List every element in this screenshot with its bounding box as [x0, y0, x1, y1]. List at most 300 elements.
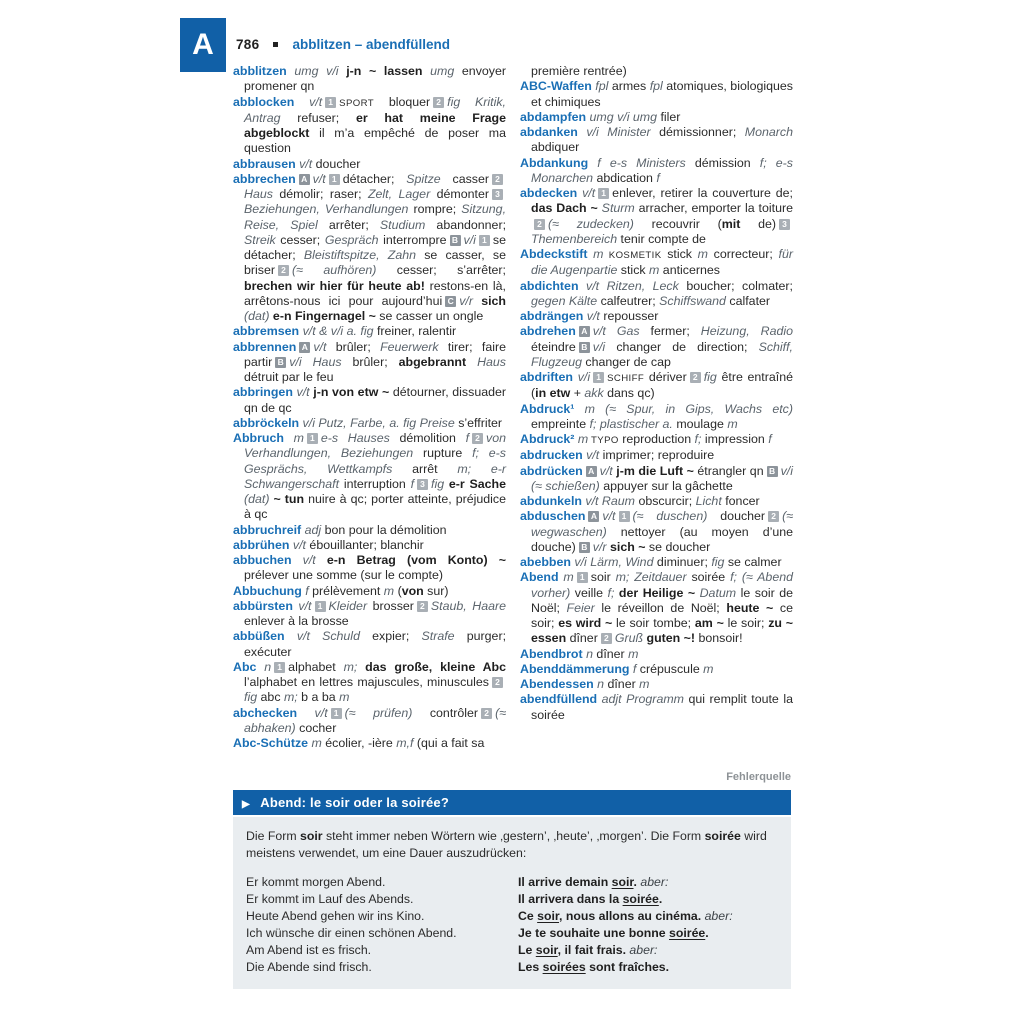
text-segment: von: [401, 583, 424, 598]
example-french: [518, 891, 778, 908]
text-segment: l’alphabet en lettres majuscules, minuscules: [244, 675, 489, 689]
text-segment: Je te souhaite une bonne: [518, 926, 670, 940]
dictionary-entry: [520, 662, 793, 677]
text-segment: v/t: [602, 509, 616, 524]
text-segment: m;: [283, 690, 298, 705]
dictionary-entry: [233, 538, 506, 553]
text-segment: Abdruck²: [520, 432, 575, 446]
dictionary-entry: [233, 340, 506, 386]
running-head: [236, 37, 450, 52]
text-segment: aber:: [640, 875, 669, 889]
sense-number-badge: 1: [329, 174, 340, 185]
text-segment: repousser: [603, 309, 659, 323]
text-segment: steht immer neben Wörtern wie ‚gestern’, ‚heute’, ‚morgen’. Die Form: [322, 829, 705, 843]
text-segment: interrompre: [378, 232, 447, 247]
text-segment: abbürsten: [233, 598, 293, 613]
text-segment: atomiques, biologiques et chimiques: [531, 79, 794, 109]
text-segment: freiner, ralentir: [376, 324, 457, 339]
text-segment: alphabet: [288, 659, 344, 674]
sense-number-badge: 2: [433, 97, 444, 108]
text-segment: (≈ abhaken): [244, 705, 506, 735]
text-segment: f;: [694, 432, 702, 446]
text-segment: Haus: [244, 187, 280, 201]
text-segment: abandonner;: [425, 217, 507, 232]
text-segment: (≈ duschen): [632, 509, 721, 524]
sense-number-badge: 2: [492, 677, 503, 688]
text-segment: se doucher: [645, 539, 711, 554]
text-segment: sur): [423, 583, 449, 598]
text-segment: obscurcir;: [638, 494, 696, 508]
text-segment: abdrücken: [520, 463, 583, 478]
entries-columns: [233, 64, 793, 751]
example-row: [246, 891, 778, 908]
text-segment: fig: [703, 370, 722, 384]
text-segment: abdrucken: [520, 448, 583, 463]
dictionary-entry: [233, 385, 506, 416]
text-segment: aber:: [704, 909, 733, 923]
text-segment: soirée: [691, 570, 731, 585]
text-segment: f: [301, 583, 313, 598]
letter-tab: A: [180, 18, 226, 72]
text-segment: détacher;: [342, 171, 407, 186]
text-segment: abendfüllend: [520, 692, 598, 707]
text-segment: Abdruck¹: [520, 401, 575, 416]
text-segment: m; e-r Schwangerschaft: [244, 461, 506, 491]
text-segment: n: [582, 646, 597, 661]
text-segment: f e-s Ministers: [588, 155, 695, 170]
sense-letter-badge: A: [586, 466, 597, 477]
text-segment: m: [697, 247, 708, 261]
text-segment: v/i: [592, 339, 617, 354]
text-segment: j-n ~ lassen: [346, 64, 423, 78]
text-segment: adjt Programm: [597, 692, 689, 707]
text-segment: m: [283, 431, 304, 445]
text-segment: Bleistiftspitze, Zahn: [303, 248, 417, 262]
dictionary-entry: [520, 402, 793, 433]
text-segment: Monarch: [744, 125, 794, 139]
text-segment: umg v/i umg: [586, 109, 661, 124]
text-segment: abbrechen: [233, 171, 296, 186]
dictionary-entry: [520, 464, 793, 495]
dictionary-entry: [233, 584, 506, 599]
text-segment: SCHIFF: [607, 373, 645, 384]
text-segment: expier;: [372, 629, 422, 644]
text-segment: abblocken: [233, 94, 295, 109]
text-segment: empreinte: [531, 416, 590, 431]
text-segment: Schiff, Flugzeug: [531, 339, 793, 369]
text-segment: Zelt, Lager: [367, 187, 431, 201]
dictionary-entry: [520, 448, 793, 463]
text-segment: m: [703, 661, 714, 676]
text-segment: envoyer promener qn: [244, 64, 506, 94]
text-segment: Abc-Schütze: [233, 736, 309, 750]
text-segment: abdampfen: [520, 109, 587, 124]
text-segment: abbrennen: [233, 339, 297, 354]
text-segment: e-n Fingernagel ~: [272, 309, 376, 323]
sense-number-badge: 3: [492, 189, 503, 200]
text-segment: bon pour la démolition: [324, 522, 447, 537]
text-segment: contrôler: [429, 705, 479, 720]
text-segment: prélèvement: [312, 583, 384, 598]
text-segment: Licht: [695, 494, 722, 508]
text-segment: arracher, emporter la toiture: [638, 201, 793, 216]
usage-note-title-bar: [233, 790, 791, 815]
text-segment: soir: [535, 943, 558, 957]
text-segment: v/t & v/i a. fig: [299, 324, 377, 339]
text-segment: Abbruch: [233, 431, 284, 445]
text-segment: restons-en là, arrêtons-nous ici pour aujourd’hui: [244, 278, 506, 308]
text-segment: j-n von etw ~: [313, 385, 390, 400]
text-segment: n: [256, 659, 272, 674]
sense-letter-badge: C: [445, 296, 456, 307]
text-segment: Sturm: [597, 201, 639, 216]
text-segment: (≈ aufhören): [291, 263, 397, 278]
text-segment: Il arrive demain: [518, 875, 612, 889]
text-segment: Studium: [379, 217, 426, 232]
text-segment: calfeutrer;: [600, 293, 660, 308]
sense-letter-badge: B: [275, 357, 286, 368]
dictionary-entry: [520, 647, 793, 662]
text-segment: e-s Hauses: [320, 431, 400, 445]
text-segment: zu ~ essen: [531, 616, 794, 646]
text-segment: f; e-s Monarchen: [531, 155, 793, 185]
usage-note-body: [233, 817, 791, 989]
text-segment: abdunkeln: [520, 494, 582, 508]
text-segment: , il fait frais.: [557, 943, 630, 957]
sense-letter-badge: B: [450, 235, 461, 246]
text-segment: f; (≈ Abend vorher): [531, 570, 793, 600]
text-segment: se casser, se briser: [244, 248, 506, 278]
text-segment: fermer;: [650, 324, 701, 339]
text-segment: v/t Ritzen, Leck: [578, 278, 687, 293]
text-segment: purger; exécuter: [244, 629, 507, 659]
text-segment: prélever une somme (sur le compte): [244, 568, 444, 583]
text-segment: Abendessen: [520, 677, 594, 691]
text-segment: écolier, -ière: [325, 736, 397, 750]
sense-letter-badge: A: [299, 174, 310, 185]
sense-number-badge: 1: [479, 235, 490, 246]
text-segment: guten ~!: [646, 631, 696, 646]
example-french: [518, 925, 778, 942]
text-segment: v/i Putz, Farbe, a. fig Preise: [299, 415, 459, 430]
text-segment: m: [628, 646, 639, 661]
sense-number-badge: 1: [274, 662, 285, 673]
dictionary-entry: [520, 125, 793, 156]
text-segment: Themenbereich: [531, 231, 621, 246]
sense-letter-badge: B: [579, 342, 590, 353]
text-segment: abdriften: [520, 370, 574, 384]
usage-note-box: [233, 790, 791, 989]
text-segment: être entraîné (: [531, 370, 793, 401]
dictionary-entry: [233, 736, 506, 751]
text-segment: v/t: [289, 537, 310, 552]
text-segment: recouvrir (: [651, 216, 722, 231]
dictionary-entry: [233, 599, 506, 630]
text-segment: Staub, Haare: [430, 598, 507, 613]
text-segment: abdrehen: [520, 324, 576, 339]
text-segment: abbröckeln: [233, 415, 300, 430]
sense-number-badge: 2: [534, 219, 545, 230]
sense-number-badge: 1: [307, 433, 318, 444]
text-segment: soir: [611, 875, 634, 889]
text-segment: (≈ zudecken): [548, 216, 652, 231]
text-segment: enlever à la brosse: [244, 614, 349, 628]
text-segment: bonsoir!: [695, 631, 743, 646]
text-segment: brûler;: [352, 354, 399, 369]
text-segment: abebben: [520, 555, 571, 569]
text-segment: démonter: [430, 187, 489, 201]
text-segment: changer de direction;: [616, 339, 759, 354]
text-segment: le soir de Noël;: [531, 585, 794, 615]
text-segment: doucher: [720, 509, 766, 524]
text-segment: soir: [537, 909, 560, 923]
text-segment: v/t: [294, 94, 323, 109]
text-segment: v/i: [463, 232, 476, 247]
text-segment: Abend: [520, 570, 559, 585]
text-segment: +: [570, 386, 585, 401]
bullet-icon: [273, 42, 278, 47]
dictionary-entry: [233, 172, 506, 325]
text-segment: v/t: [297, 705, 328, 720]
text-segment: Spitze: [406, 171, 441, 186]
text-segment: aber:: [629, 943, 658, 957]
text-segment: wird meistens verwendet, um eine Dauer auszudrücken:: [246, 829, 767, 860]
text-segment: abdication: [596, 170, 657, 185]
text-segment: dîner: [607, 677, 640, 691]
text-segment: mit: [721, 216, 741, 231]
text-segment: j-m die Luft ~: [616, 463, 694, 478]
text-segment: Feuerwerk: [380, 339, 439, 354]
text-segment: arrêt: [412, 461, 458, 476]
text-segment: abchecken: [233, 705, 298, 720]
text-segment: gegen Kälte: [531, 293, 601, 308]
dictionary-entry: [233, 95, 506, 157]
text-segment: v/t Raum: [581, 494, 639, 508]
text-segment: ~ tun: [273, 492, 305, 506]
sense-number-badge: 1: [315, 601, 326, 612]
text-segment: crépuscule: [639, 661, 704, 676]
example-row: [246, 942, 778, 959]
text-segment: m: [639, 677, 650, 691]
text-segment: das Dach ~: [531, 201, 598, 216]
text-segment: (≈ wegwaschen): [531, 509, 793, 539]
text-segment: casser: [440, 171, 489, 186]
text-segment: Abendbrot: [520, 646, 583, 661]
dictionary-entry: [520, 64, 793, 79]
text-segment: Strafe: [421, 629, 455, 644]
text-segment: v/t Gas: [592, 324, 651, 339]
dictionary-entry: [233, 660, 506, 706]
text-segment: abc: [260, 690, 284, 705]
text-segment: rupture: [423, 446, 473, 461]
text-segment: Streik: [244, 232, 276, 247]
text-segment: boucher; colmater;: [686, 278, 793, 293]
dictionary-entry: [520, 110, 793, 125]
text-segment: m: [587, 247, 604, 261]
example-german: Er kommt im Lauf des Abends.: [246, 892, 414, 906]
text-segment: , nous allons au cinéma.: [559, 909, 705, 923]
text-segment: cesser;: [275, 232, 325, 247]
text-segment: Gruß: [614, 631, 647, 646]
text-segment: sich ~: [610, 539, 646, 554]
text-segment: v/t: [582, 448, 603, 463]
text-segment: er hat meine Frage abgeblockt: [244, 110, 506, 140]
dictionary-entry: [233, 706, 506, 737]
text-segment: f: [410, 476, 415, 491]
dictionary-entry: [520, 692, 793, 723]
sense-number-badge: 2: [417, 601, 428, 612]
text-segment: v/r: [592, 539, 610, 554]
right-column: [520, 64, 793, 751]
text-segment: moulage: [676, 416, 728, 431]
dictionary-entry: [520, 79, 793, 110]
text-segment: dîner: [566, 631, 598, 646]
dictionary-entry: [233, 523, 506, 538]
text-segment: cesser; s’arrêter;: [396, 263, 506, 278]
text-segment: f; plastischer a.: [589, 416, 677, 431]
text-segment: stick: [661, 247, 698, 261]
text-segment: akk: [584, 386, 604, 401]
text-segment: Sitzung, Reise, Spiel: [244, 202, 507, 232]
text-segment: éteindre: [531, 339, 576, 354]
text-segment: v/t: [599, 463, 617, 478]
text-segment: Kleider: [328, 598, 373, 613]
text-segment: abdanken: [520, 125, 578, 139]
text-segment: v/t: [313, 339, 336, 354]
sense-number-badge: 2: [472, 433, 483, 444]
text-segment: b a ba: [297, 690, 340, 705]
text-segment: le soir;: [723, 616, 769, 630]
text-segment: das große, kleine Abc: [357, 659, 507, 674]
text-segment: se casser un ongle: [375, 309, 484, 323]
text-segment: sont fraîches.: [585, 960, 670, 974]
text-segment: diminuer;: [656, 555, 712, 569]
text-segment: Le: [518, 943, 536, 957]
text-segment: fig: [244, 690, 261, 705]
text-segment: Abdankung: [520, 155, 589, 170]
text-segment: abduschen: [520, 509, 586, 524]
text-segment: abbringen: [233, 385, 293, 400]
sense-number-badge: 1: [619, 511, 630, 522]
text-segment: il m’a empêché de poser ma question: [244, 126, 506, 156]
dictionary-entry: [520, 156, 793, 187]
source-label: Fehlerquelle: [726, 771, 791, 783]
text-segment: fpl: [591, 79, 612, 94]
text-segment: démolir; raser;: [279, 187, 368, 201]
text-segment: soirée: [704, 829, 741, 843]
example-german: Die Abende sind frisch.: [246, 960, 372, 974]
sense-number-badge: 2: [481, 708, 492, 719]
text-segment: Abenddämmerung: [520, 661, 630, 676]
text-segment: veille: [574, 585, 608, 600]
dictionary-entry: [520, 570, 793, 646]
text-segment: umg v/i: [286, 64, 347, 78]
text-segment: m (≈ Spur, in Gips, Wachs etc): [574, 401, 793, 416]
text-segment: Datum: [695, 585, 741, 600]
text-segment: .: [658, 892, 663, 906]
sense-letter-badge: B: [767, 466, 778, 477]
text-segment: n: [593, 677, 608, 691]
text-segment: v/t Schuld: [284, 629, 373, 644]
triangle-icon: ▶: [242, 799, 250, 810]
sense-number-badge: 3: [417, 479, 428, 490]
text-segment: rompre;: [413, 202, 462, 217]
text-segment: foncer: [721, 494, 760, 508]
text-segment: m: [308, 736, 326, 750]
text-segment: v/t: [312, 171, 326, 186]
text-segment: m: [574, 432, 589, 446]
text-segment: v/i Lärm, Wind: [570, 555, 657, 569]
text-segment: e-r Sache: [448, 476, 506, 491]
text-segment: Ce: [518, 909, 538, 923]
text-segment: Abc: [233, 659, 257, 674]
example-german: Heute Abend gehen wir ins Kino.: [246, 909, 425, 923]
text-segment: anticernes: [659, 263, 720, 278]
text-segment: f: [629, 661, 640, 676]
text-segment: abbüßen: [233, 629, 285, 644]
dictionary-entry: [520, 370, 793, 402]
text-segment: fig Kritik, Antrag: [244, 94, 506, 125]
text-segment: nuire à qc; porter atteinte, préjudice à qc: [244, 492, 506, 522]
sense-letter-badge: B: [579, 542, 590, 553]
text-segment: ce soir;: [531, 600, 793, 630]
text-segment: (: [394, 583, 402, 598]
text-segment: soirée: [622, 892, 659, 906]
example-row: [246, 874, 778, 891]
example-french: [518, 942, 778, 959]
text-segment: qui remplit toute la soirée: [531, 692, 793, 722]
dictionary-entry: [233, 416, 506, 431]
text-segment: abblitzen: [233, 64, 287, 78]
sense-number-badge: 2: [601, 633, 612, 644]
text-segment: se calmer: [724, 555, 782, 569]
dictionary-entry: [233, 431, 506, 523]
text-segment: se détacher;: [244, 232, 506, 262]
example-row: [246, 959, 778, 976]
text-segment: démissionner;: [659, 125, 745, 139]
dictionary-entry: [520, 432, 793, 448]
text-segment: v/t: [583, 309, 604, 323]
dictionary-entry: [520, 186, 793, 247]
text-segment: für die Augenpartie: [531, 247, 793, 278]
text-segment: impression: [701, 432, 769, 446]
text-segment: soirées: [542, 960, 586, 974]
text-segment: bloquer: [374, 94, 431, 109]
text-segment: reproduction: [618, 432, 695, 446]
example-german: Am Abend ist es frisch.: [246, 943, 372, 957]
left-column: [233, 64, 506, 751]
text-segment: KOSMETIK: [603, 250, 662, 261]
text-segment: v/t: [292, 598, 312, 613]
text-segment: der Heilige ~: [618, 585, 696, 600]
dictionary-entry: [233, 629, 506, 660]
sense-number-badge: 1: [598, 188, 609, 199]
text-segment: Beziehungen, Verhandlungen: [244, 202, 414, 217]
text-segment: f: [465, 431, 470, 445]
text-segment: fig: [711, 555, 725, 569]
text-segment: démission: [694, 155, 760, 170]
text-segment: démolition: [399, 431, 466, 445]
text-segment: étrangler qn: [693, 463, 764, 478]
usage-note-title: Abend: le soir oder la soirée?: [260, 795, 450, 810]
text-segment: soirée: [669, 926, 706, 940]
text-segment: abgebrannt: [398, 354, 467, 369]
text-segment: dîner: [596, 646, 629, 661]
example-french: [518, 908, 778, 925]
text-segment: m;: [343, 659, 358, 674]
text-segment: fig: [431, 476, 449, 491]
sense-number-badge: 2: [690, 372, 701, 383]
